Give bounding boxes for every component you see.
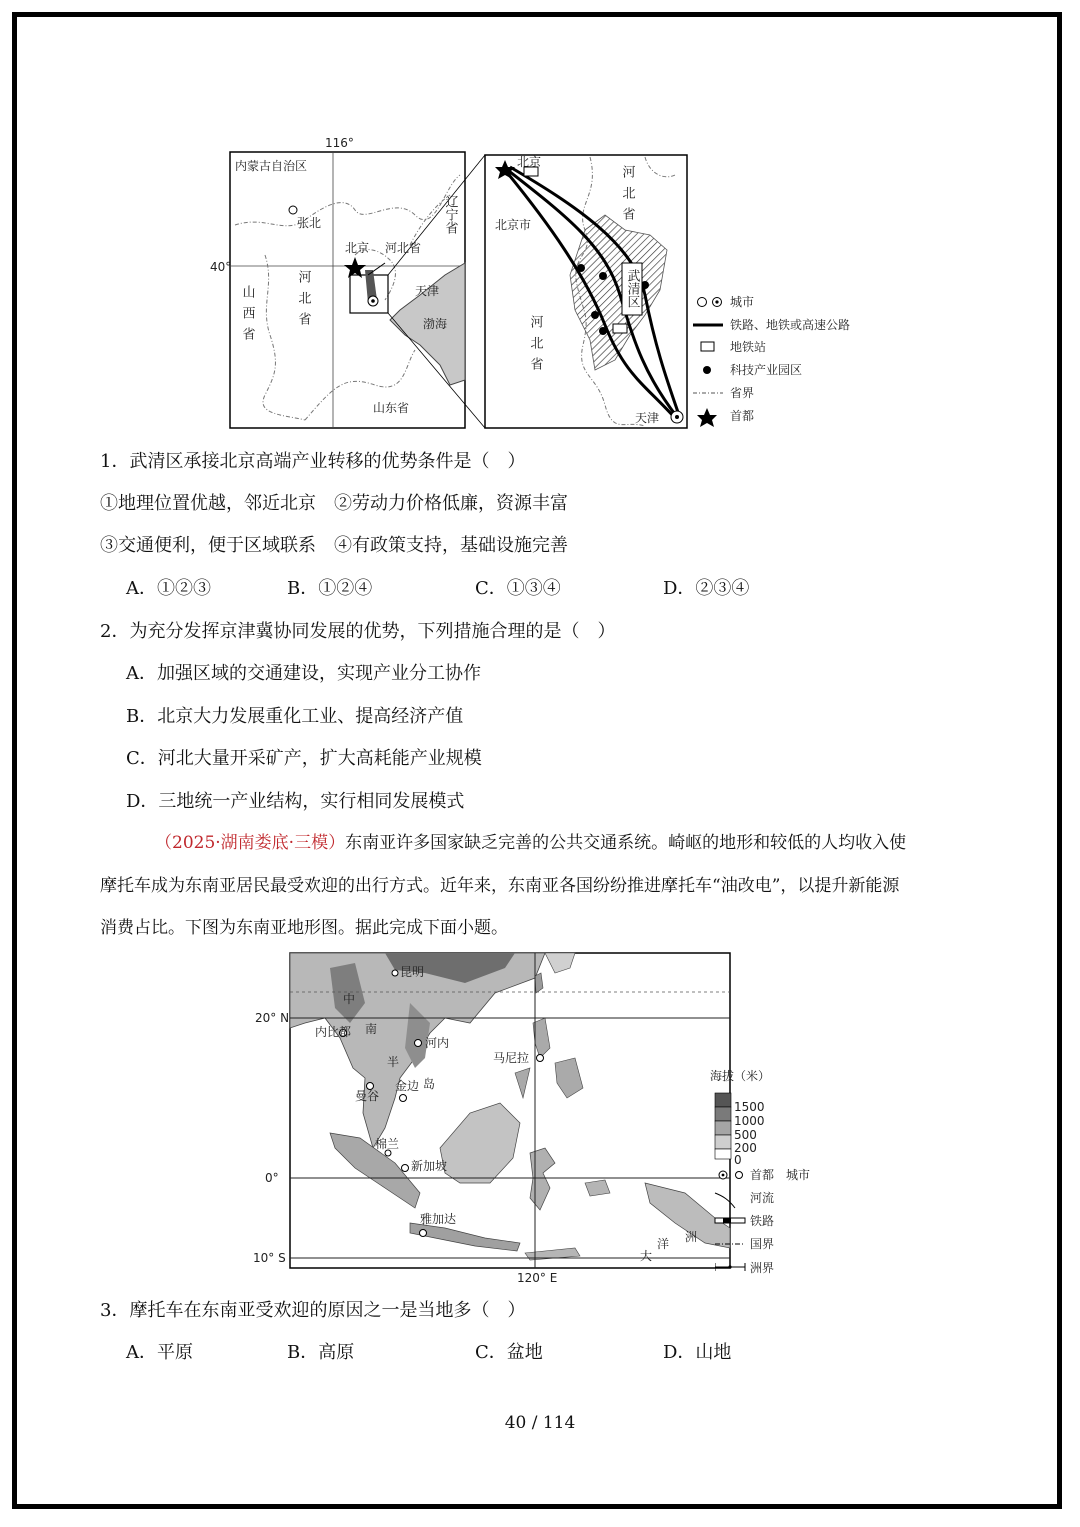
elev-500-label: 500 [734, 1128, 757, 1142]
elev-200-label: 200 [734, 1141, 757, 1155]
q3-option-c[interactable]: C．盆地 [475, 1342, 543, 1363]
singapore-label: 新加坡 [411, 1159, 448, 1173]
yang-label: 洋 [657, 1237, 670, 1251]
q2-option-d[interactable]: D．三地统一产业结构，实行相同发展模式 [126, 791, 465, 812]
capital-star-icon [697, 408, 717, 427]
tech-park-dot-icon [703, 366, 711, 374]
southeast-asia-map [245, 948, 845, 1288]
hanoi-label: 河内 [425, 1036, 450, 1050]
hebei-v-label: 河北省 [295, 270, 311, 333]
hanoi-city-icon [415, 1040, 422, 1047]
q2-option-c[interactable]: C．河北大量开采矿产，扩大高耗能产业规模 [126, 748, 482, 769]
tianjin-label: 天津 [415, 284, 440, 298]
tech-park-dot [599, 327, 607, 335]
q1-option-c[interactable]: C．①③④ [475, 578, 561, 599]
ban-label: 半 [387, 1055, 400, 1069]
nan-label: 南 [365, 1022, 378, 1036]
hebei-top-v-label: 河北省 [619, 165, 635, 228]
lat-10s-label: 10° S [253, 1251, 286, 1265]
hebei-bottom-v-label: 河北省 [527, 315, 543, 378]
dao-label: 岛 [423, 1077, 436, 1091]
medan-label: 棉兰 [375, 1137, 400, 1151]
map1-legend [693, 295, 850, 427]
elev-1500-label: 1500 [734, 1100, 765, 1114]
q3-option-b[interactable]: B．高原 [287, 1342, 355, 1363]
lat-label: 40° [210, 260, 232, 274]
legend-railway-label: 铁路 [750, 1214, 775, 1228]
svg-text:首都: 首都 [730, 409, 755, 423]
q3-stem: 3．摩托车在东南亚受欢迎的原因之一是当地多（ ） [100, 1300, 526, 1321]
question-source: （2025·湖南娄底·三模） [155, 833, 346, 853]
intro-line3: 消费占比。下图为东南亚地形图。据此完成下面小题。 [100, 918, 508, 938]
phnompenh-label: 金边 [395, 1079, 420, 1093]
beijing-detail-label: 北京 [517, 155, 542, 169]
q1-option-a[interactable]: A．①②③ [126, 578, 211, 599]
lon-label: 116° [325, 136, 354, 150]
legend-river-label: 河流 [750, 1191, 775, 1205]
q1-option-b[interactable]: B．①②④ [287, 578, 373, 599]
elevation-legend-title: 海拔（米） [710, 1069, 771, 1083]
q1-statement-line2: ③交通便利，便于区域联系 ④有政策支持，基础设施完善 [100, 535, 568, 556]
svg-text:科技产业园区: 科技产业园区 [730, 363, 803, 377]
da-label: 大 [640, 1249, 653, 1263]
neimeng-label: 内蒙古自治区 [235, 159, 308, 173]
q2-stem: 2．为充分发挥京津冀协同发展的优势，下列措施合理的是（ ） [100, 621, 616, 642]
q2-option-a[interactable]: A．加强区域的交通建设，实现产业分工协作 [126, 663, 481, 684]
q2-option-b[interactable]: B．北京大力发展重化工业、提高经济产值 [126, 706, 464, 727]
hebei-top-label: 河北省 [385, 241, 422, 255]
lat-0-label: 0° [265, 1171, 279, 1185]
phnompenh-city-icon [400, 1095, 407, 1102]
city-circle-icon [698, 298, 707, 307]
elev-0-label: 0 [734, 1153, 742, 1167]
kunming-city-icon [392, 970, 398, 976]
legend-border-label: 国界 [750, 1237, 775, 1251]
legend-city-label: 首都 城市 [750, 1168, 811, 1182]
zhangbei-city-icon [289, 206, 297, 214]
zhong-label: 中 [343, 992, 356, 1006]
bangkok-label: 曼谷 [355, 1089, 380, 1103]
q1-stem: 1．武清区承接北京高端产业转移的优势条件是（ ） [100, 451, 526, 472]
intro-line2: 摩托车成为东南亚居民最受欢迎的出行方式。近年来，东南亚各国纷纷推进摩托车“油改电”，以提升新能源 [100, 876, 900, 896]
singapore-city-icon [402, 1165, 409, 1172]
q1-statement-line1: ①地理位置优越，邻近北京 ②劳动力价格低廉，资源丰富 [100, 493, 568, 514]
manila-label: 马尼拉 [493, 1051, 530, 1065]
svg-text:省界: 省界 [730, 386, 755, 400]
q1-option-d[interactable]: D．②③④ [663, 578, 750, 599]
tech-park-dot [577, 264, 585, 272]
jakarta-city-icon [420, 1230, 427, 1237]
metro-station-icon [701, 342, 714, 351]
naypyidaw-label: 内比都 [315, 1025, 352, 1039]
elev-1000-label: 1000 [734, 1114, 765, 1128]
jakarta-label: 雅加达 [420, 1212, 457, 1226]
wuqing-label: 武清区 [624, 269, 640, 308]
kunming-label: 昆明 [400, 965, 425, 979]
zhangbei-label: 张北 [297, 216, 322, 230]
continent-border-legend [715, 1258, 805, 1278]
legend-continent-label: 洲界 [750, 1261, 775, 1275]
q3-option-a[interactable]: A．平原 [126, 1342, 193, 1363]
svg-text:地铁站: 地铁站 [730, 340, 767, 354]
zhou-label: 洲 [685, 1230, 698, 1244]
manila-city-icon [537, 1055, 544, 1062]
beijingshi-label: 北京市 [495, 218, 532, 232]
shanxi-v-label: 山西省 [239, 285, 255, 348]
beijing-tianjin-map [205, 135, 885, 435]
beijing-label: 北京 [345, 241, 370, 255]
svg-text:铁路、地铁或高速公路: 铁路、地铁或高速公路 [730, 318, 851, 332]
liaoning-label: 辽宁省 [442, 195, 458, 234]
tianjin-detail-label: 天津 [635, 411, 660, 425]
tech-park-dot [591, 311, 599, 319]
lat-20n-label: 20° N [255, 1011, 290, 1025]
metro-station-icon [613, 324, 627, 333]
bohai-label: 渤海 [423, 317, 448, 331]
page-number: 40 / 114 [504, 1413, 576, 1433]
shandong-label: 山东省 [373, 401, 410, 415]
svg-text:城市: 城市 [730, 295, 755, 309]
lon-120e-label: 120° E [517, 1271, 558, 1285]
q3-option-d[interactable]: D．山地 [663, 1342, 732, 1363]
tech-park-dot [599, 272, 607, 280]
intro-line1: （2025·湖南娄底·三模）东南亚许多国家缺乏完善的公共交通系统。崎岖的地形和较低的人均收入使 [155, 833, 907, 853]
